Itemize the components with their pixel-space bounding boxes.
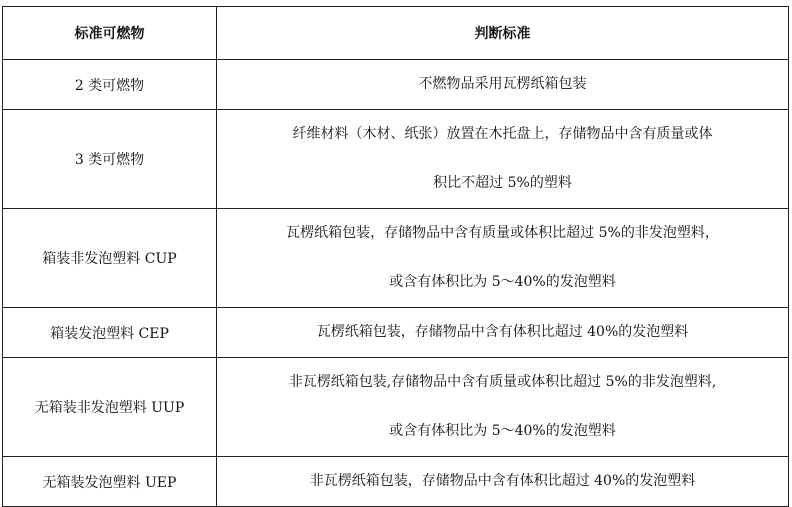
row-category: 3 类可燃物	[3, 110, 217, 209]
table-row	[3, 457, 789, 507]
criteria-line: 纤维材料（木材、纸张）放置在木托盘上，存储物品中含有质量或体	[292, 126, 713, 142]
row-category: 箱装发泡塑料 CEP	[3, 308, 217, 358]
table-row	[3, 60, 789, 110]
criteria-line: 瓦楞纸箱包装，存储物品中含有质量或体积比超过 5%的非发泡塑料，	[286, 225, 719, 241]
row-category: 2 类可燃物	[3, 60, 217, 110]
row-category: 无箱装发泡塑料 UEP	[3, 457, 217, 507]
table-row	[3, 209, 789, 308]
table-row	[3, 110, 789, 209]
criteria-line: 或含有体积比为 5～40%的发泡塑料	[389, 274, 616, 290]
classification-table	[2, 6, 789, 507]
criteria-line: 瓦楞纸箱包装，存储物品中含有体积比超过 40%的发泡塑料	[316, 324, 689, 340]
criteria-line: 非瓦楞纸箱包装,存储物品中含有质量或体积比超过 5%的非发泡塑料,	[288, 374, 717, 390]
header-category: 标准可燃物	[3, 7, 217, 60]
table-header-row	[3, 7, 789, 60]
table-row	[3, 308, 789, 358]
row-criteria	[217, 308, 789, 358]
criteria-line: 非瓦楞纸箱包装，存储物品中含有体积比超过 40%的发泡塑料	[309, 473, 696, 489]
row-category: 无箱装非发泡塑料 UUP	[3, 358, 217, 457]
criteria-line: 积比不超过 5%的塑料	[433, 175, 572, 191]
table-row	[3, 358, 789, 457]
header-criteria: 判断标准	[217, 7, 789, 60]
row-criteria	[217, 457, 789, 507]
row-criteria	[217, 60, 789, 110]
criteria-line: 或含有体积比为 5～40%的发泡塑料	[389, 423, 616, 439]
row-category: 箱装非发泡塑料 CUP	[3, 209, 217, 308]
row-criteria	[217, 110, 789, 209]
row-criteria	[217, 209, 789, 308]
row-criteria	[217, 358, 789, 457]
criteria-line: 不燃物品采用瓦楞纸箱包装	[418, 76, 587, 92]
